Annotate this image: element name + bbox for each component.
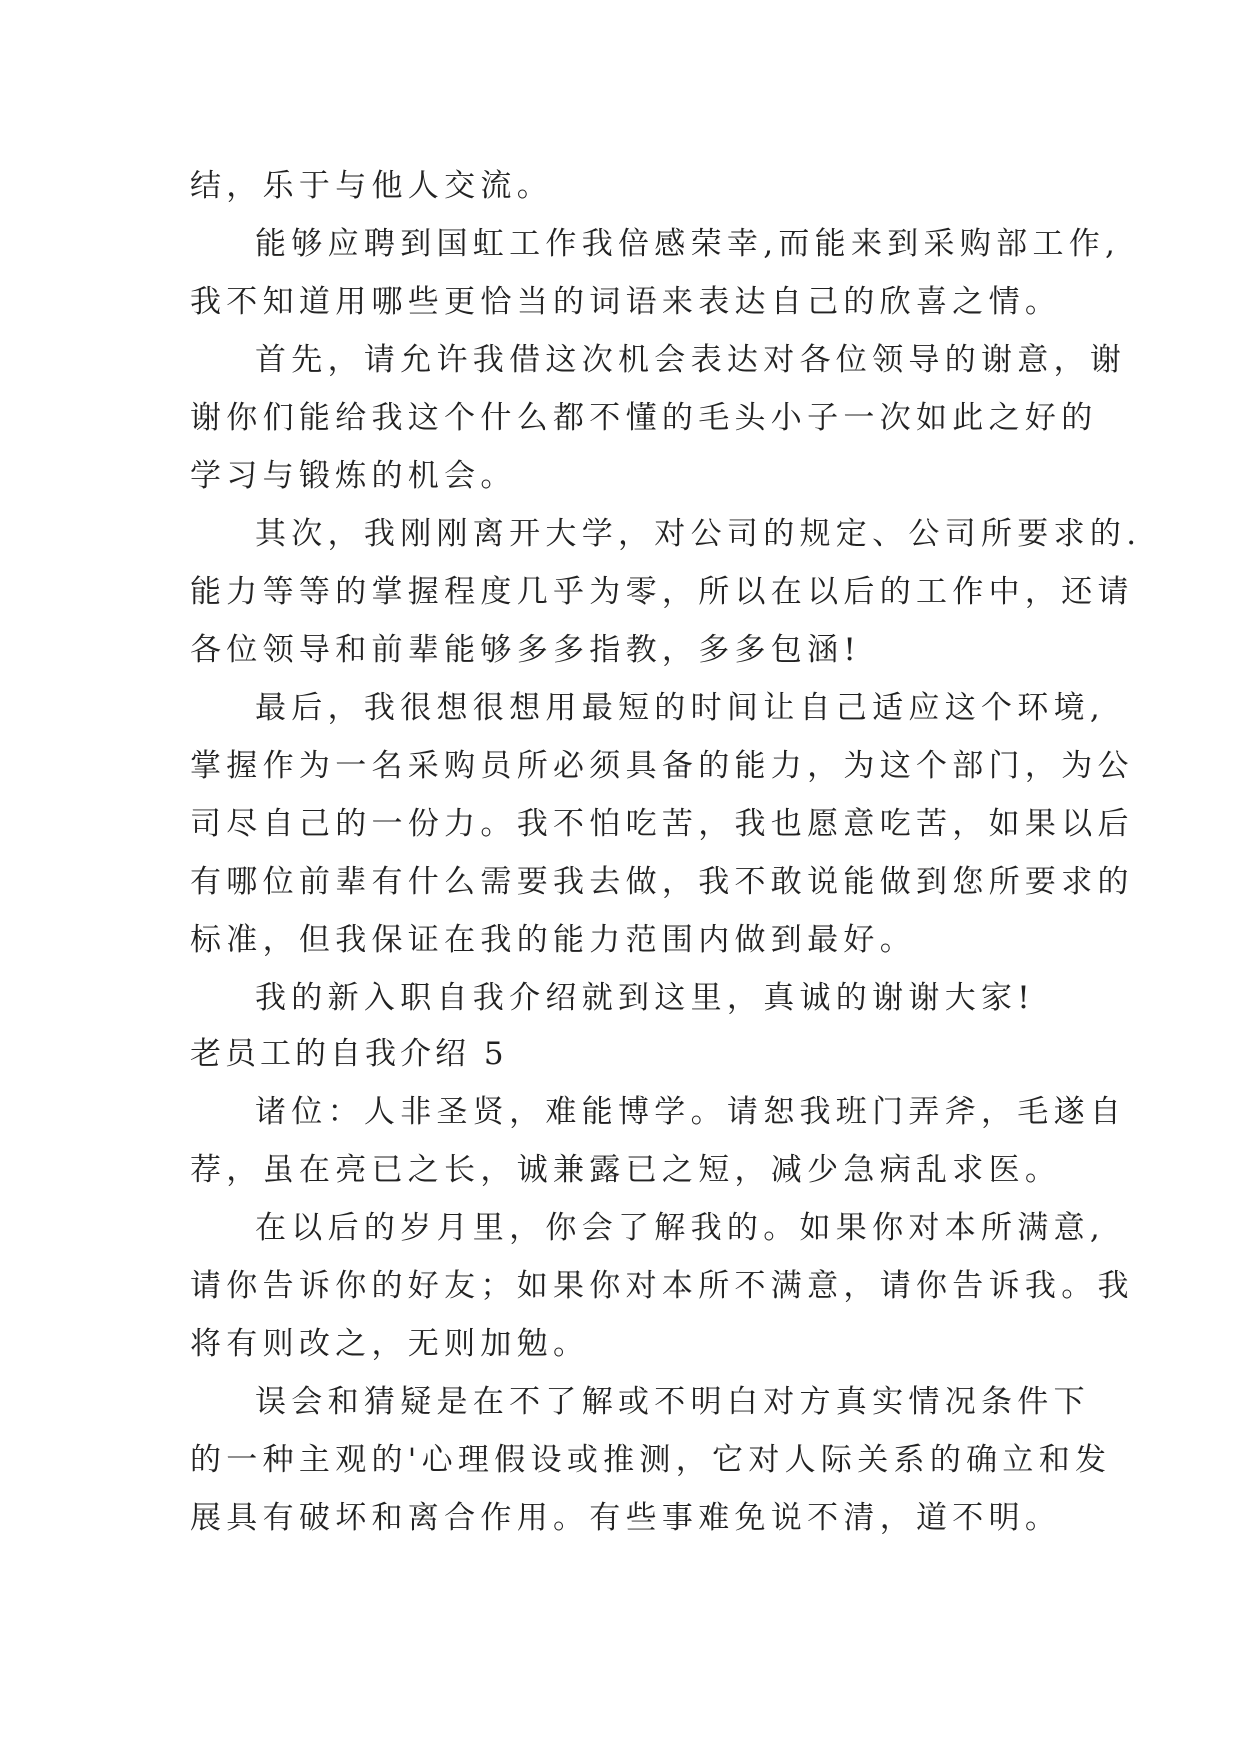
paragraph-first-line: 诸位：人非圣贤，难能博学。请恕我班门弄斧，毛遂自 — [255, 1094, 1127, 1130]
text-line: 标准，但我保证在我的能力范围内做到最好。 — [190, 922, 916, 958]
paragraph-first-line: 误会和猜疑是在不了解或不明白对方真实情况条件下 — [255, 1384, 1090, 1420]
paragraph-first-line: 我的新入职自我介绍就到这里，真诚的谢谢大家! — [255, 980, 1036, 1016]
text-line: 有哪位前辈有什么需要我去做，我不敢说能做到您所要求的 — [190, 864, 1134, 900]
text-line: 将有则改之，无则加勉。 — [190, 1326, 590, 1362]
paragraph-first-line: 能够应聘到国虹工作我倍感荣幸,而能来到采购部工作, — [255, 226, 1121, 262]
text-line: 的一种主观的'心理假设或推测，它对人际关系的确立和发 — [190, 1442, 1112, 1478]
section-heading: 老员工的自我介绍 5 — [190, 1036, 508, 1072]
text-line: 展具有破坏和离合作用。有些事难免说不清，道不明。 — [190, 1500, 1062, 1536]
text-line: 我不知道用哪些更恰当的词语来表达自己的欣喜之情。 — [190, 284, 1062, 320]
paragraph-first-line: 其次，我刚刚离开大学，对公司的规定、公司所要求的. — [255, 516, 1142, 552]
text-line: 结，乐于与他人交流。 — [190, 168, 553, 204]
text-line: 学习与锻炼的机会。 — [190, 458, 517, 494]
text-line: 司尽自己的一份力。我不怕吃苦，我也愿意吃苦，如果以后 — [190, 806, 1134, 842]
paragraph-first-line: 最后，我很想很想用最短的时间让自己适应这个环境, — [255, 690, 1106, 726]
text-line: 能力等等的掌握程度几乎为零，所以在以后的工作中，还请 — [190, 574, 1134, 610]
paragraph-first-line: 在以后的岁月里，你会了解我的。如果你对本所满意, — [255, 1210, 1106, 1246]
text-line: 请你告诉你的好友；如果你对本所不满意，请你告诉我。我 — [190, 1268, 1134, 1304]
text-line: 荐，虽在亮已之长，诚兼露已之短，减少急病乱求医。 — [190, 1152, 1062, 1188]
paragraph-first-line: 首先，请允许我借这次机会表达对各位领导的谢意，谢 — [255, 342, 1127, 378]
text-line: 掌握作为一名采购员所必须具备的能力，为这个部门，为公 — [190, 748, 1134, 784]
text-line: 各位领导和前辈能够多多指教，多多包涵! — [190, 632, 862, 668]
text-line: 谢你们能给我这个什么都不懂的毛头小子一次如此之好的 — [190, 400, 1098, 436]
